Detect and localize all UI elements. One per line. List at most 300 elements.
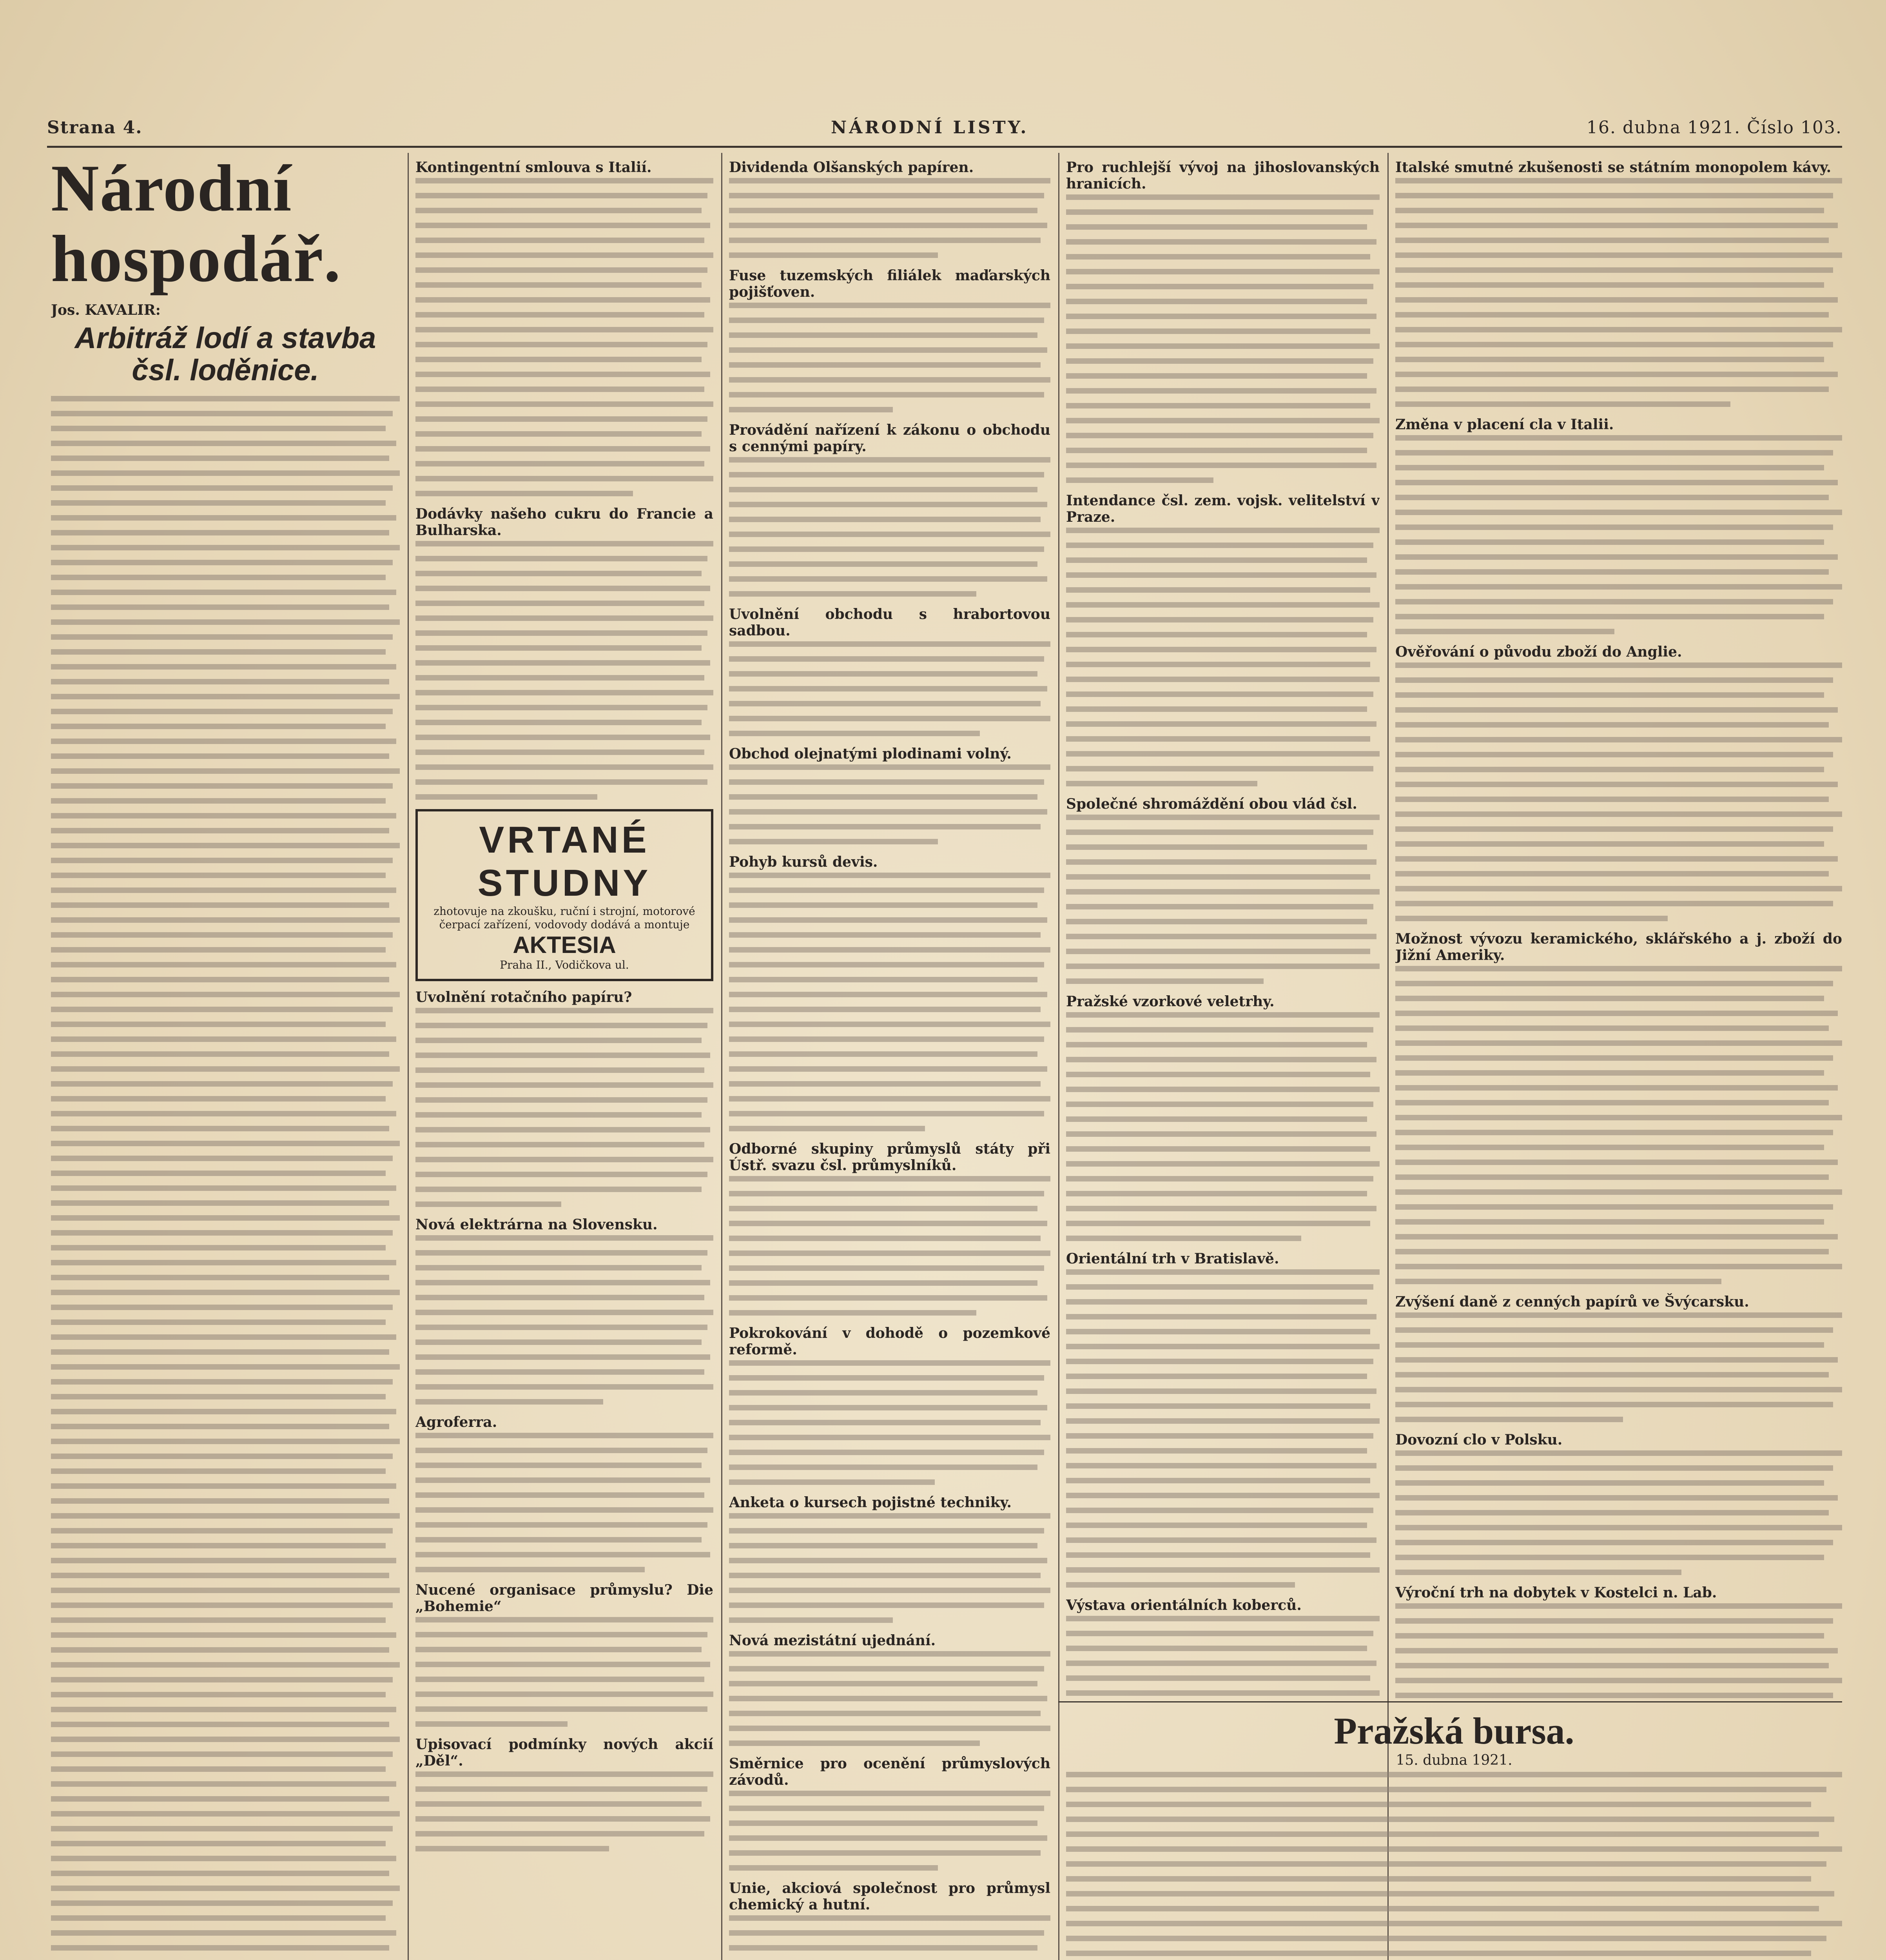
- text-line: [415, 193, 707, 198]
- text-line: [1066, 1403, 1370, 1409]
- text-line: [1395, 1540, 1833, 1545]
- text-line: [51, 992, 400, 997]
- text-line: [51, 1558, 396, 1563]
- text-line: [1066, 1646, 1367, 1651]
- text-line: [1395, 1555, 1824, 1560]
- text-line: [51, 679, 389, 684]
- text-line: [51, 1394, 386, 1399]
- article-heading: Nucené organisace průmyslu? Die „Bohemie“: [415, 1582, 713, 1615]
- illegible-text-block: [729, 1360, 1050, 1485]
- text-line: [415, 1617, 713, 1622]
- text-line: [1395, 193, 1833, 198]
- article-heading: Provádění nařízení k zákonu o obchodu s cennými papíry.: [729, 422, 1050, 455]
- text-line: [1066, 1418, 1380, 1424]
- text-line: [1395, 871, 1829, 877]
- text-line: [1066, 299, 1367, 304]
- text-line: [51, 426, 386, 431]
- text-line: [729, 238, 1041, 243]
- text-line: [729, 1588, 1050, 1593]
- article-heading: Pro ruchlejší vývoj na jihoslovanských hranicích.: [1066, 159, 1380, 192]
- text-line: [51, 500, 386, 506]
- text-line: [1066, 477, 1213, 483]
- text-line: [415, 1647, 702, 1652]
- text-line: [729, 318, 1044, 323]
- text-line: [729, 701, 1041, 706]
- text-line: [415, 1537, 702, 1543]
- text-line: [1395, 1025, 1829, 1031]
- text-line: [1395, 1327, 1833, 1333]
- text-line: [415, 401, 713, 407]
- text-line: [729, 407, 893, 412]
- article-heading: Kontingentní smlouva s Italií.: [415, 159, 652, 176]
- text-line: [415, 764, 713, 770]
- text-line: [51, 1439, 400, 1444]
- text-line: [415, 1816, 710, 1822]
- text-line: [1395, 1618, 1833, 1624]
- text-line: [1395, 539, 1824, 545]
- text-line: [1066, 587, 1370, 593]
- text-line: [1066, 1314, 1376, 1319]
- text-line: [51, 515, 396, 521]
- text-line: [415, 327, 713, 332]
- text-line: [1066, 343, 1380, 349]
- text-line: [51, 1171, 386, 1176]
- text-line: [51, 1036, 396, 1042]
- text-line: [1395, 524, 1833, 530]
- text-line: [1066, 1448, 1367, 1454]
- illegible-text-block: [729, 457, 1050, 597]
- illegible-text-block: [1395, 1603, 1842, 1701]
- text-line: [729, 1405, 1047, 1410]
- text-line: [1395, 480, 1838, 485]
- text-line: [51, 962, 396, 967]
- text-line: [51, 1483, 396, 1489]
- text-line: [729, 1617, 893, 1623]
- text-line: [51, 1528, 393, 1534]
- text-line: [729, 1280, 1037, 1286]
- text-line: [415, 1522, 707, 1528]
- illegible-text-block: [729, 1791, 1050, 1871]
- text-line: [415, 1507, 713, 1513]
- illegible-text-block: [1395, 662, 1842, 921]
- text-line: [1066, 1831, 1819, 1837]
- text-line: [51, 1051, 389, 1057]
- text-line: [729, 223, 1047, 228]
- text-line: [1066, 829, 1373, 835]
- text-line: [51, 1319, 386, 1325]
- text-line: [415, 1295, 704, 1300]
- text-line: [729, 208, 1037, 213]
- text-line: [1066, 358, 1373, 364]
- text-line: [415, 312, 704, 318]
- illegible-text-block: [1066, 1616, 1380, 1701]
- text-line: [1066, 1675, 1370, 1681]
- article-body: [51, 396, 400, 1960]
- illegible-text-block: [729, 1176, 1050, 1316]
- text-line: [1066, 1329, 1370, 1334]
- text-line: [729, 731, 980, 736]
- illegible-text-block: [1395, 1450, 1842, 1575]
- column-5-articles: [1395, 159, 1842, 1701]
- text-line: [1066, 194, 1380, 200]
- text-line: [1066, 1191, 1367, 1196]
- text-line: [1066, 1616, 1380, 1621]
- column-rule: [1058, 153, 1059, 1960]
- text-line: [1395, 767, 1824, 772]
- text-line: [1066, 1772, 1842, 1777]
- text-line: [1066, 706, 1367, 712]
- text-line: [51, 1111, 396, 1116]
- text-line: [729, 1573, 1041, 1578]
- article-heading: Anketa o kursech pojistné techniky.: [729, 1494, 1012, 1511]
- text-line: [51, 843, 400, 848]
- text-line: [1066, 1146, 1370, 1152]
- text-line: [415, 571, 702, 576]
- text-line: [415, 1552, 710, 1557]
- text-line: [1066, 1221, 1370, 1226]
- text-line: [1395, 916, 1668, 921]
- article-heading: Nová elektrárna na Slovensku.: [415, 1216, 658, 1233]
- text-line: [51, 1945, 389, 1951]
- article-heading: Odborné skupiny průmyslů státy při Ústř. svazu čsl. průmyslníků.: [729, 1141, 1050, 1174]
- text-line: [1066, 874, 1370, 880]
- text-line: [415, 735, 710, 740]
- text-line: [51, 1766, 386, 1772]
- text-line: [1066, 269, 1380, 274]
- text-line: [1066, 691, 1373, 697]
- text-line: [729, 917, 1047, 923]
- text-line: [51, 1751, 393, 1757]
- text-line: [51, 1826, 393, 1831]
- text-line: [51, 1022, 386, 1027]
- text-line: [1395, 297, 1838, 303]
- text-line: [729, 1375, 1044, 1381]
- illegible-text-block: [51, 396, 400, 1960]
- text-line: [729, 1806, 1044, 1811]
- text-line: [1066, 1906, 1819, 1911]
- text-line: [1395, 1480, 1824, 1486]
- text-line: [1066, 1951, 1811, 1956]
- text-line: [415, 431, 702, 437]
- text-line: [1395, 357, 1824, 362]
- text-line: [729, 1696, 1047, 1701]
- text-line: [729, 656, 1044, 662]
- text-line: [1395, 387, 1829, 392]
- illegible-text-block: [1066, 1772, 1842, 1960]
- text-line: [51, 1007, 393, 1012]
- article-heading: Pokrokování v dohodě o pozemkové reformě.: [729, 1325, 1050, 1358]
- text-line: [51, 575, 386, 580]
- newspaper-title: NÁRODNÍ LISTY.: [831, 118, 1029, 138]
- text-line: [729, 472, 1044, 477]
- text-line: [51, 1275, 389, 1280]
- text-line: [51, 1930, 396, 1936]
- illegible-text-block: [1066, 528, 1380, 786]
- text-line: [729, 347, 1047, 353]
- text-line: [51, 694, 400, 699]
- text-line: [415, 1053, 710, 1058]
- text-line: [1395, 401, 1730, 407]
- text-line: [1066, 1433, 1373, 1439]
- article-heading: Agroferra.: [415, 1414, 497, 1430]
- text-line: [729, 1791, 1050, 1796]
- text-line: [729, 873, 1050, 878]
- ad-brand: AKTESIA: [513, 932, 616, 958]
- text-line: [51, 649, 386, 655]
- text-line: [415, 794, 597, 800]
- text-line: [729, 1945, 1037, 1951]
- text-line: [51, 1662, 400, 1668]
- text-line: [729, 932, 1041, 938]
- column-3-articles: [729, 159, 1050, 1960]
- text-line: [51, 753, 389, 759]
- text-line: [1395, 1040, 1842, 1046]
- text-line: [51, 456, 389, 461]
- text-line: [415, 1691, 713, 1697]
- text-line: [1395, 584, 1842, 590]
- text-line: [1066, 1176, 1373, 1181]
- text-line: [415, 1172, 707, 1177]
- text-line: [1066, 934, 1376, 939]
- text-line: [415, 342, 707, 347]
- text-line: [415, 601, 704, 606]
- text-line: [415, 1831, 704, 1837]
- text-line: [1066, 844, 1367, 850]
- text-line: [1066, 1206, 1376, 1211]
- text-line: [415, 1112, 702, 1118]
- text-line: [51, 619, 400, 625]
- bursa-date: 15. dubna 1921.: [1396, 1752, 1512, 1768]
- text-line: [51, 1141, 400, 1146]
- text-line: [51, 917, 400, 923]
- text-line: [415, 476, 713, 481]
- text-line: [51, 1871, 389, 1876]
- text-line: [51, 977, 389, 982]
- text-line: [729, 1007, 1041, 1012]
- text-line: [729, 532, 1050, 537]
- text-line: [1066, 1116, 1367, 1122]
- text-line: [51, 1632, 396, 1638]
- text-line: [1066, 1891, 1834, 1896]
- text-line: [415, 1008, 713, 1013]
- text-line: [51, 828, 389, 833]
- text-line: [729, 591, 976, 597]
- article-title: Arbitráž lodí a stavba čsl. loděnice.: [74, 321, 376, 387]
- text-line: [415, 630, 707, 636]
- text-line: [1395, 797, 1829, 802]
- text-line: [729, 1126, 925, 1131]
- text-line: [729, 1465, 1037, 1470]
- text-line: [729, 1051, 1037, 1057]
- text-line: [51, 485, 393, 491]
- text-line: [1066, 1388, 1376, 1394]
- text-line: [1066, 1582, 1295, 1588]
- text-line: [415, 1142, 704, 1147]
- text-line: [51, 1230, 393, 1236]
- illegible-text-block: [1395, 966, 1842, 1284]
- article-heading: Pražské vzorkové veletrhy.: [1066, 993, 1275, 1010]
- masthead: [47, 118, 1842, 145]
- text-line: [51, 1602, 393, 1608]
- text-line: [1395, 1160, 1838, 1165]
- text-line: [415, 491, 633, 496]
- ad-text: zhotovuje na zkoušku, ruční i strojní, motorové čerpací zařízení, vodovody dodává a montuje: [433, 905, 695, 931]
- article-heading: Upisovací podmínky nových akcií „Děl“.: [415, 1736, 713, 1769]
- text-line: [729, 1726, 1050, 1731]
- text-line: [1066, 1161, 1380, 1167]
- text-line: [415, 1477, 710, 1483]
- text-line: [1395, 178, 1842, 183]
- illegible-text-block: [729, 1915, 1050, 1960]
- text-line: [51, 1349, 389, 1355]
- text-line: [729, 1236, 1041, 1241]
- page-label: Strana 4.: [47, 118, 143, 138]
- text-line: [1066, 403, 1370, 408]
- text-line: [51, 798, 386, 804]
- text-line: [1395, 1085, 1838, 1091]
- illegible-text-block: [1395, 178, 1842, 407]
- text-line: [729, 1066, 1047, 1072]
- text-line: [1395, 435, 1842, 441]
- article-heading: Výroční trh na dobytek v Kostelci n. Lab.: [1395, 1584, 1717, 1601]
- text-line: [729, 641, 1050, 647]
- illegible-text-block: [415, 1617, 713, 1727]
- text-line: [1395, 629, 1614, 634]
- text-line: [1066, 1787, 1826, 1792]
- text-line: [729, 1420, 1041, 1425]
- text-line: [1395, 327, 1842, 332]
- text-line: [415, 1067, 704, 1073]
- text-line: [1395, 1115, 1842, 1120]
- text-line: [729, 716, 1050, 721]
- text-line: [415, 252, 713, 258]
- text-line: [729, 1221, 1047, 1226]
- text-line: [415, 541, 713, 546]
- text-line: [1395, 1100, 1829, 1105]
- text-line: [729, 1602, 1044, 1608]
- text-line: [729, 252, 938, 258]
- text-line: [51, 1468, 386, 1474]
- text-line: [729, 392, 1044, 397]
- illegible-text-block: [729, 178, 1050, 258]
- text-line: [415, 357, 702, 362]
- article-heading: Italské smutné zkušenosti se státním monopolem kávy.: [1395, 159, 1832, 176]
- text-line: [1066, 1876, 1811, 1882]
- ad-address: Praha II., Vodičkova ul.: [500, 958, 629, 971]
- text-line: [729, 977, 1037, 982]
- text-line: [729, 1915, 1050, 1921]
- text-line: [1066, 224, 1367, 230]
- text-line: [729, 1479, 935, 1485]
- text-line: [1395, 510, 1842, 515]
- text-line: [1066, 766, 1373, 771]
- text-line: [51, 1588, 400, 1593]
- text-line: [729, 362, 1041, 368]
- text-line: [1066, 1861, 1826, 1867]
- text-line: [1395, 614, 1824, 619]
- text-line: [1066, 1567, 1380, 1573]
- text-line: [51, 470, 400, 476]
- text-line: [51, 947, 386, 953]
- text-line: [1066, 1478, 1370, 1483]
- text-line: [51, 1498, 389, 1504]
- text-line: [1066, 1552, 1370, 1558]
- text-line: [729, 1435, 1050, 1440]
- text-line: [51, 1737, 400, 1742]
- text-line: [1066, 448, 1367, 453]
- text-line: [1395, 752, 1833, 757]
- text-line: [415, 1250, 707, 1256]
- text-line: [415, 446, 710, 452]
- bursa-title: Pražská bursa.: [1334, 1710, 1574, 1752]
- text-line: [1395, 238, 1829, 243]
- masthead-rule: [47, 146, 1842, 148]
- illegible-text-block: [415, 1235, 713, 1405]
- text-line: [729, 947, 1050, 953]
- text-line: [1066, 949, 1370, 954]
- text-line: [415, 1082, 713, 1088]
- text-line: [51, 724, 386, 729]
- text-line: [1395, 599, 1833, 604]
- text-line: [51, 1915, 386, 1921]
- text-line: [415, 267, 707, 273]
- text-line: [1066, 1027, 1373, 1033]
- text-line: [1066, 528, 1380, 533]
- text-line: [51, 396, 400, 401]
- text-line: [1395, 252, 1842, 258]
- text-line: [1066, 463, 1376, 468]
- text-line: [51, 1856, 396, 1861]
- text-line: [1066, 815, 1380, 820]
- text-line: [729, 1176, 1050, 1181]
- text-line: [1395, 342, 1833, 347]
- text-line: [729, 1295, 1047, 1301]
- article-heading: Uvolnění rotačního papíru?: [415, 989, 632, 1005]
- text-line: [415, 1339, 702, 1345]
- text-line: [729, 1265, 1044, 1271]
- text-line: [415, 178, 713, 183]
- text-line: [415, 1677, 704, 1682]
- text-line: [415, 1280, 710, 1285]
- article-heading: Ověřování o původu zboží do Anglie.: [1395, 644, 1682, 660]
- text-line: [1066, 1236, 1301, 1241]
- text-line: [1066, 1374, 1367, 1379]
- text-line: [51, 709, 393, 714]
- text-line: [1066, 1493, 1380, 1498]
- text-line: [1395, 1693, 1833, 1698]
- text-line: [729, 1191, 1044, 1196]
- illegible-text-block: [415, 178, 713, 496]
- text-line: [1066, 1269, 1380, 1275]
- text-line: [51, 1617, 386, 1623]
- text-line: [729, 502, 1047, 507]
- text-line: [1066, 1042, 1367, 1047]
- article-heading: Možnost vývozu keramického, sklářského a j. zboží do Jižní Ameriky.: [1395, 931, 1842, 964]
- text-line: [729, 1513, 1050, 1519]
- text-line: [1066, 1817, 1834, 1822]
- advertisement: [415, 809, 713, 981]
- text-line: [415, 690, 713, 695]
- text-line: [51, 1573, 389, 1578]
- text-line: [1395, 662, 1842, 668]
- text-line: [51, 1126, 389, 1131]
- text-line: [51, 902, 389, 908]
- text-line: [415, 1721, 568, 1727]
- text-line: [1066, 781, 1257, 786]
- text-line: [729, 887, 1044, 893]
- text-line: [1395, 1055, 1833, 1061]
- text-line: [51, 1081, 393, 1087]
